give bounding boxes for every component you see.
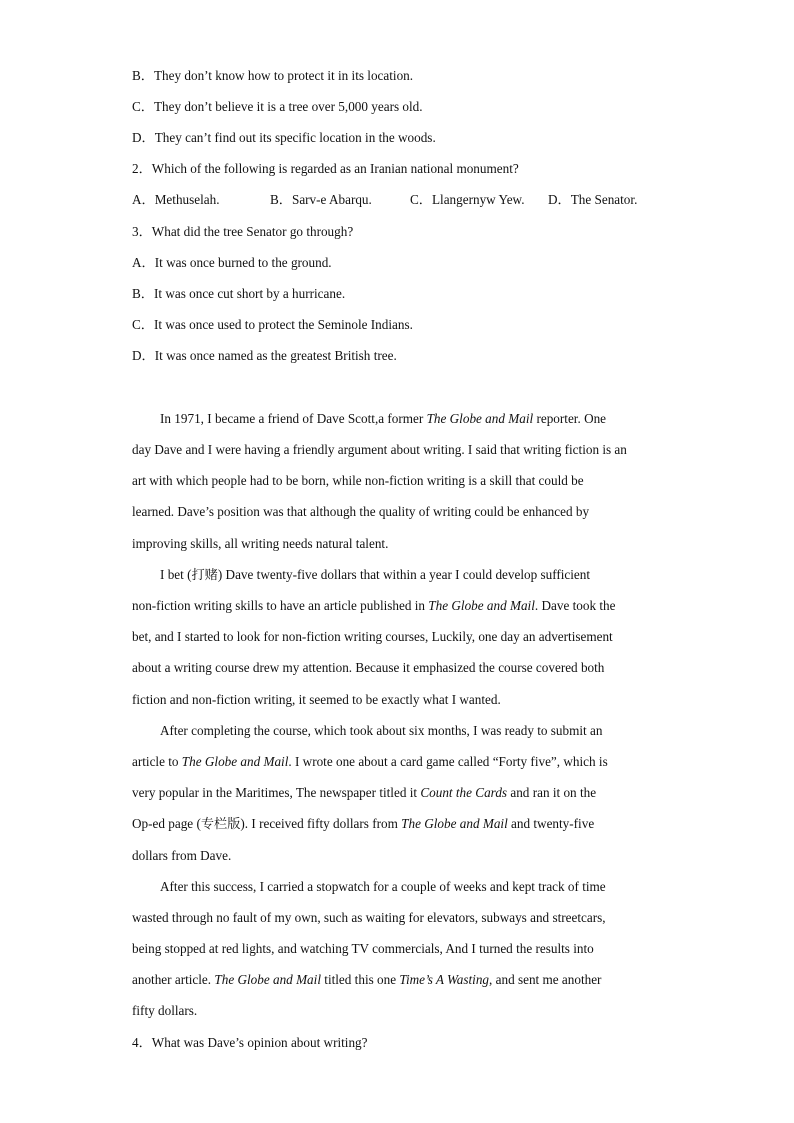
passage-p2-line5: fiction and non-fiction writing, it seemed to be exactly what I wanted. <box>132 692 501 707</box>
q2-option-b: B．Sarv-e Abarqu. <box>270 192 372 207</box>
q2-options-row <box>0 192 794 208</box>
passage-p4-line3: being stopped at red lights, and watching TV commercials, And I turned the results into <box>132 941 594 956</box>
passage-p4-line2: wasted through no fault of my own, such as waiting for elevators, subways and streetcars, <box>132 910 606 925</box>
q3-option-c: C．It was once used to protect the Seminole Indians. <box>132 317 413 332</box>
passage-p2-line3: bet, and I started to look for non-fiction writing courses, Luckily, one day an advertisement <box>132 629 613 644</box>
q3-option-a: A．It was once burned to the ground. <box>132 255 332 270</box>
passage-p4-line1: After this success, I carried a stopwatch for a couple of weeks and kept track of time <box>160 879 606 894</box>
newspaper-title: The Globe and Mail <box>426 411 534 426</box>
q1-option-c: C．They don’t believe it is a tree over 5,000 years old. <box>132 99 423 114</box>
q2-option-a: A．Methuselah. <box>132 192 220 207</box>
q3-question: 3．What did the tree Senator go through? <box>132 224 354 239</box>
passage-p2-line4: about a writing course drew my attention. Because it emphasized the course covered both <box>132 660 605 675</box>
passage-p1-line4: learned. Dave’s position was that although the quality of writing could be enhanced by <box>132 504 590 519</box>
newspaper-title: The Globe and Mail <box>214 972 321 987</box>
passage-p1-line2: day Dave and I were having a friendly argument about writing. I said that writing fiction is an <box>132 442 627 457</box>
passage-p1-line1: In 1971, I became a friend of Dave Scott,a former The Globe and Mail reporter. One <box>160 411 607 426</box>
passage-p4-line4: another article. The Globe and Mail titled this one Time’s A Wasting, and sent me another <box>132 972 602 987</box>
passage-p3-line3: very popular in the Maritimes, The newspaper titled it Count the Cards and ran it on the <box>132 785 597 800</box>
passage-p2-line2: non-fiction writing skills to have an article published in The Globe and Mail. Dave took the <box>132 598 616 613</box>
passage-p3-line2: article to The Globe and Mail. I wrote one about a card game called “Forty five”, which is <box>132 754 608 769</box>
q2-option-c: C．Llangernyw Yew. <box>410 192 525 207</box>
passage-p3-line5: dollars from Dave. <box>132 848 232 863</box>
q2-option-d: D．The Senator. <box>548 192 638 207</box>
newspaper-title: The Globe and Mail <box>401 816 508 831</box>
passage-p1-line3: art with which people had to be born, while non-fiction writing is a skill that could be <box>132 473 584 488</box>
passage-p3-line1: After completing the course, which took about six months, I was ready to submit an <box>160 723 603 738</box>
q2-question: 2．Which of the following is regarded as an Iranian national monument? <box>132 161 519 176</box>
passage-p1-line5: improving skills, all writing needs natural talent. <box>132 536 389 551</box>
passage-p3-line4: Op-ed page (专栏版). I received fifty dollars from The Globe and Mail and twenty-five <box>132 816 595 831</box>
q1-option-b: B．They don’t know how to protect it in its location. <box>132 68 414 83</box>
newspaper-title: The Globe and Mail <box>428 598 535 613</box>
q3-option-b: B．It was once cut short by a hurricane. <box>132 286 346 301</box>
q1-option-d: D．They can’t find out its specific location in the woods. <box>132 130 436 145</box>
q4-question: 4．What was Dave’s opinion about writing? <box>132 1035 368 1050</box>
newspaper-title: The Globe and Mail <box>181 754 289 769</box>
q3-option-d: D．It was once named as the greatest British tree. <box>132 348 397 363</box>
article-title: Time’s A Wasting <box>399 972 490 987</box>
article-title: Count the Cards <box>420 785 508 800</box>
passage-p4-line5: fifty dollars. <box>132 1003 198 1018</box>
passage-p2-line1: I bet (打赌) Dave twenty-five dollars that within a year I could develop sufficient <box>160 567 591 582</box>
